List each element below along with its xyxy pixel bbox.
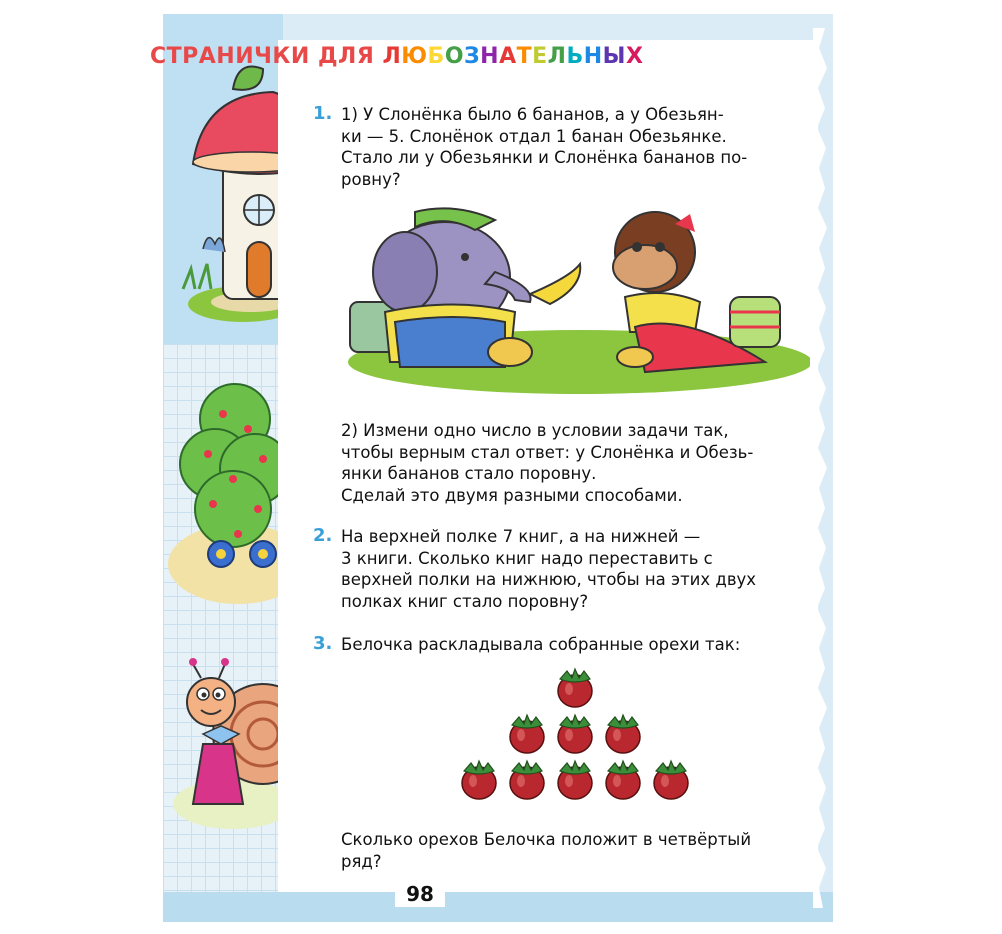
text-line: ряд?	[341, 851, 382, 871]
bottom-band	[163, 892, 833, 922]
snail-illustration	[173, 658, 283, 829]
text-line: На верхней полке 7 книг, а на нижней —	[341, 527, 701, 546]
header-letter: Ь	[566, 44, 584, 69]
nut-icon	[510, 761, 544, 799]
page-header	[150, 44, 643, 74]
nut-icon	[510, 715, 544, 753]
text-line: 1) У Слонёнка было 6 бананов, а у Обезьян-	[341, 105, 724, 124]
header-letter: Л	[547, 44, 567, 69]
left-decoration	[163, 14, 283, 922]
task-number: 2.	[313, 525, 333, 546]
task3-intro-text	[341, 634, 811, 656]
header-letter: Л	[382, 44, 402, 69]
nut-icon	[558, 669, 592, 707]
header-title-part1: СТРАНИЧКИ ДЛЯ	[150, 44, 375, 69]
torn-edge	[813, 28, 833, 908]
text-line: Сколько орехов Белочка положит в четвёртый	[341, 830, 752, 849]
task2-text	[341, 526, 811, 612]
header-letter: Н	[480, 44, 500, 69]
text-line: ки — 5. Слонёнок отдал 1 банан Обезьянке.	[341, 126, 727, 146]
header-letter: Ю	[401, 44, 428, 69]
task-number: 1.	[313, 103, 333, 124]
bush-illustration	[168, 384, 283, 604]
text-line: Стало ли у Обезьянки и Слонёнка бананов по-	[341, 148, 748, 167]
header-letter: Н	[583, 44, 603, 69]
text-line: верхней полки на нижнюю, чтобы на этих двух	[341, 570, 757, 589]
header-letter: Ы	[602, 44, 626, 69]
header-letter: Е	[532, 44, 548, 69]
header-letter: Х	[625, 44, 644, 69]
text-line: ровну?	[341, 169, 401, 189]
page-number: 98	[395, 877, 445, 907]
header-letter: З	[464, 44, 481, 69]
text-line: чтобы верным стал ответ: у Слонёнка и Обезь-	[341, 442, 754, 462]
header-letter: О	[444, 44, 465, 69]
nut-pyramid	[455, 665, 695, 805]
elephant-monkey-illustration	[345, 202, 810, 395]
header-letter: А	[499, 44, 517, 69]
task1-part2-text	[341, 420, 811, 506]
header-letter: Б	[427, 44, 445, 69]
task3-question-text	[341, 829, 811, 872]
text-line: Сделай это двумя разными способами.	[341, 485, 683, 505]
nut-icon	[558, 715, 592, 753]
text-line: Белочка раскладывала собранные орехи так:	[341, 635, 741, 654]
nut-icon	[606, 761, 640, 799]
task-number: 3.	[313, 633, 333, 654]
task1-part1-text	[341, 104, 811, 190]
monkey-figure	[613, 212, 780, 372]
nut-icon	[606, 715, 640, 753]
text-line: 2) Измени одно число в условии задачи так,	[341, 421, 729, 440]
nut-icon	[558, 761, 592, 799]
header-letter: Т	[516, 44, 533, 69]
nut-icon	[654, 761, 688, 799]
header-title-part2	[382, 44, 643, 69]
text-line: янки бананов стало поровну.	[341, 464, 597, 483]
text-line: 3 книги. Сколько книг надо переставить с	[341, 548, 713, 568]
nut-icon	[462, 761, 496, 799]
text-line: полках книг стало поровну?	[341, 591, 589, 611]
